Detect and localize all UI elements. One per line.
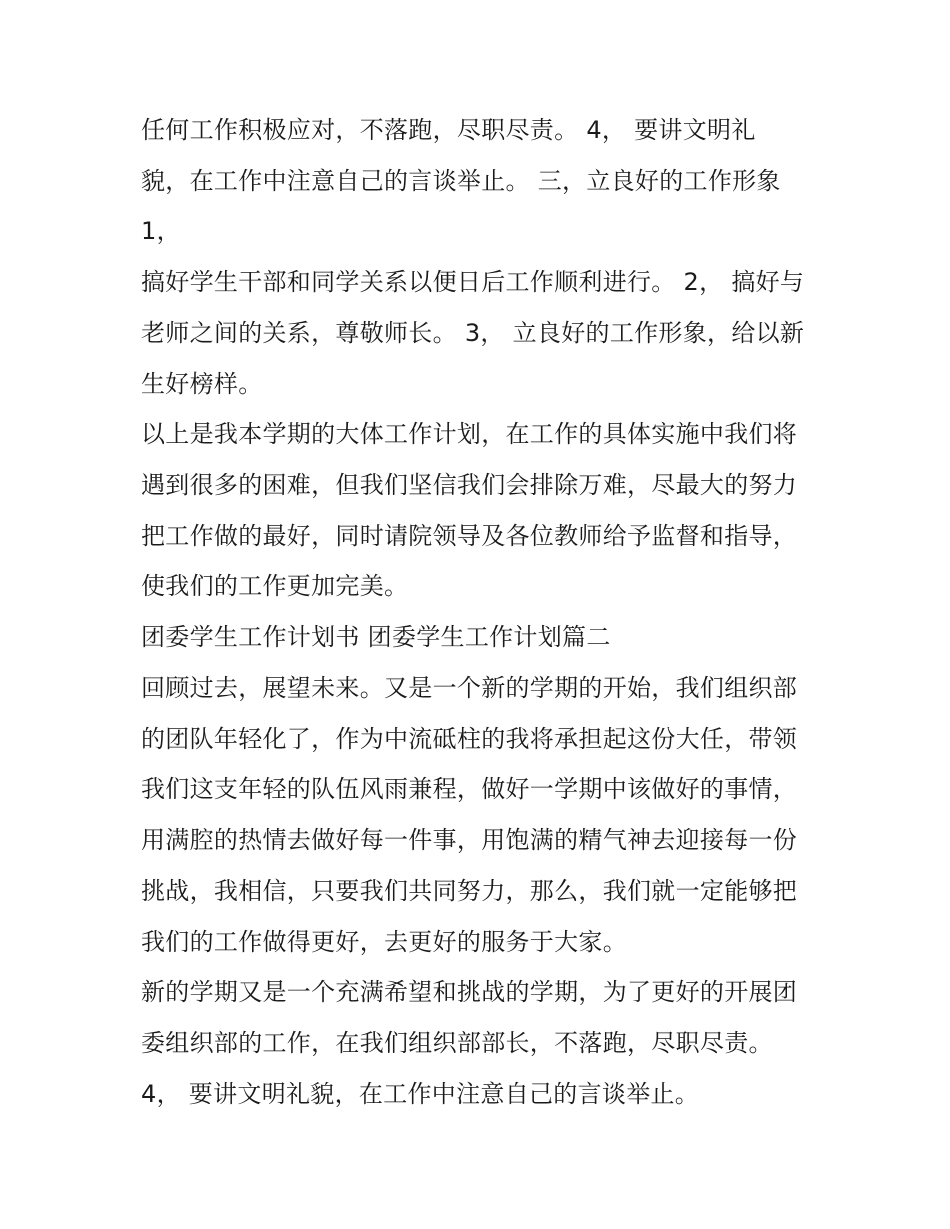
text-line: 回顾过去，展望未来。又是一个新的学期的开始，我们组织部 xyxy=(141,674,798,702)
text-line: 以上是我本学期的大体工作计划，在工作的具体实施中我们将 xyxy=(141,420,798,448)
text-line: 把工作做的最好，同时请院领导及各位教师给予监督和指导， xyxy=(141,522,798,550)
text-line: 搞好学生干部和同学关系以便日后工作顺利进行。 2， 搞好与 xyxy=(141,268,805,296)
text-line: 老师之间的关系，尊敬师长。 3， 立良好的工作形象，给以新 xyxy=(141,319,805,347)
text-line: 新的学期又是一个充满希望和挑战的学期，为了更好的开展团 xyxy=(141,978,798,1006)
text-line: 的团队年轻化了，作为中流砥柱的我将承担起这份大任，带领 xyxy=(141,725,798,753)
text-line: 4， 要讲文明礼貌，在工作中注意自己的言谈举止。 xyxy=(141,1080,700,1108)
text-line: 遇到很多的困难，但我们坚信我们会排除万难，尽最大的努力 xyxy=(141,471,798,499)
text-line: 1， xyxy=(141,217,181,245)
text-line: 挑战，我相信，只要我们共同努力，那么，我们就一定能够把 xyxy=(141,877,798,905)
text-line: 用满腔的热情去做好每一件事，用饱满的精气神去迎接每一份 xyxy=(141,826,798,854)
text-line: 我们的工作做得更好，去更好的服务于大家。 xyxy=(141,928,627,956)
text-line: 任何工作积极应对，不落跑，尽职尽责。 4， 要讲文明礼 xyxy=(141,116,756,144)
section-heading: 团委学生工作计划书 团委学生工作计划篇二 xyxy=(141,623,611,651)
text-line: 貌，在工作中注意自己的言谈举止。 三，立良好的工作形象 xyxy=(141,167,781,195)
text-line: 生好榜样。 xyxy=(141,370,263,398)
text-line: 我们这支年轻的队伍风雨兼程，做好一学期中该做好的事情， xyxy=(141,775,798,803)
text-line: 使我们的工作更加完美。 xyxy=(141,572,409,600)
text-line: 委组织部的工作，在我们组织部部长，不落跑，尽职尽责。 xyxy=(141,1029,773,1057)
